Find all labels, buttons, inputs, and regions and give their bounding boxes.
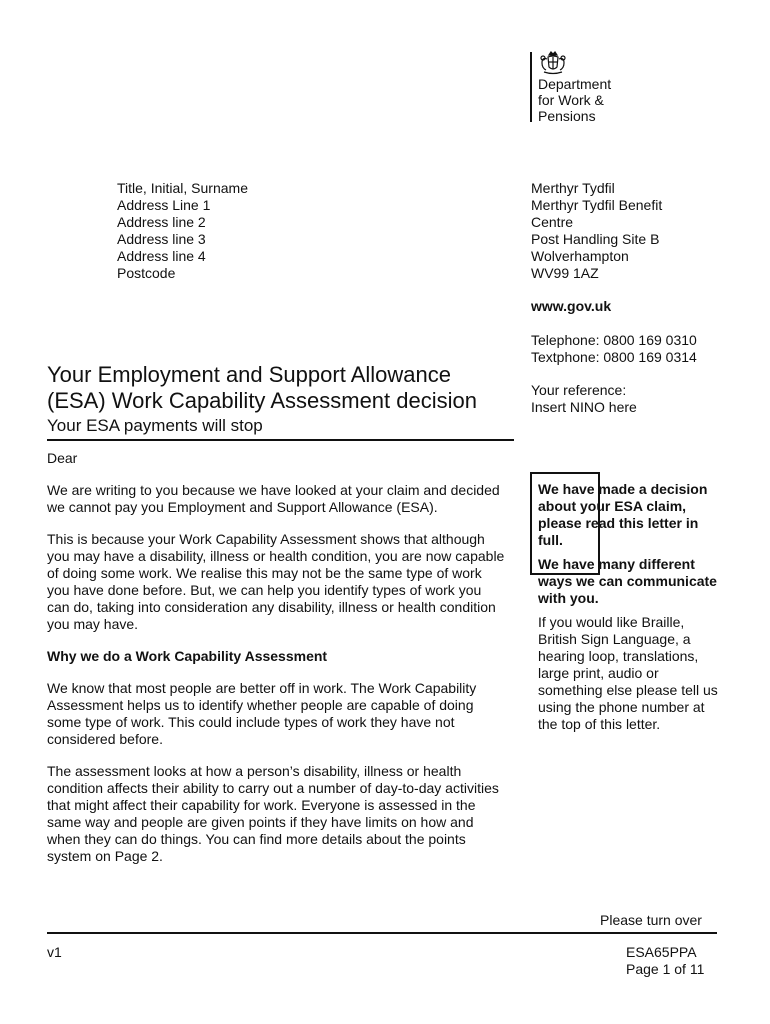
annotation-box bbox=[530, 472, 600, 575]
sender-address-line: Merthyr Tydfil Benefit bbox=[531, 197, 663, 213]
sender-address-line: Merthyr Tydfil bbox=[531, 180, 615, 196]
title-line: Your Employment and Support Allowance bbox=[47, 362, 451, 387]
royal-coat-of-arms-icon bbox=[538, 50, 568, 76]
body-paragraph: This is because your Work Capability Assessment shows that although you may have a disability, illness or health condition, you are now capable of doing some work. We realise this may not be the same type of work you have done before. But, we can help you identify types of work you can do, taking into consideration any disability, illness or health condition you may have. bbox=[47, 531, 505, 632]
sidebar-notice: We have made a decision about your ESA claim, please read this letter in full. bbox=[538, 481, 708, 548]
dwp-logo bbox=[530, 50, 690, 126]
body-paragraph: We are writing to you because we have looked at your claim and decided we cannot pay you Employment and Support Allowance (ESA). bbox=[47, 482, 500, 515]
recipient-address-line: Address line 3 bbox=[117, 231, 206, 247]
section-heading: Why we do a Work Capability Assessment bbox=[47, 648, 328, 664]
letter-heading bbox=[47, 362, 517, 436]
salutation: Dear bbox=[47, 450, 78, 466]
recipient-address-line: Address line 4 bbox=[117, 248, 206, 264]
recipient-address-line: Title, Initial, Surname bbox=[117, 180, 248, 196]
recipient-address bbox=[117, 180, 317, 282]
body-paragraph: We know that most people are better off in work. The Work Capability Assessment helps us to identify whether people are capable of doing some type of work. This could include types of work they have not considered before. bbox=[47, 680, 477, 747]
body-paragraph: The assessment looks at how a person’s disability, illness or health condition affects their ability to carry out a number of day-to-day activities that might affect their capability for work. Everyone is assessed in the same way and people are given points if they have limits on how and when they can do things. You can find more details about the points system on Page 2. bbox=[47, 763, 499, 864]
org-name-line: Department bbox=[538, 76, 612, 92]
reference-value: Insert NINO here bbox=[531, 399, 637, 415]
recipient-address-line: Address line 2 bbox=[117, 214, 206, 230]
sidebar-text: If you would like Braille, British Sign Language, a hearing loop, translations, large print, audio or something else please tell us using the phone number at the top of this letter. bbox=[538, 614, 718, 732]
textphone-number: Textphone: 0800 169 0314 bbox=[531, 349, 697, 365]
sender-address-line: Wolverhampton bbox=[531, 248, 629, 264]
org-name-line: Pensions bbox=[538, 108, 596, 124]
footer-divider bbox=[47, 932, 717, 934]
sidebar-notice: We have many different ways we can communicate with you. bbox=[538, 556, 717, 606]
sender-address-line: Post Handling Site B bbox=[531, 231, 660, 247]
logo-divider bbox=[530, 52, 532, 122]
heading-divider bbox=[47, 439, 514, 441]
org-name-line: for Work & bbox=[538, 92, 604, 108]
contact-numbers bbox=[531, 332, 697, 366]
form-code: ESA65PPA bbox=[626, 944, 697, 960]
reference-label: Your reference: bbox=[531, 382, 627, 398]
title-line: (ESA) Work Capability Assessment decision bbox=[47, 388, 477, 413]
recipient-address-line: Address Line 1 bbox=[117, 197, 211, 213]
letter-body bbox=[47, 450, 507, 880]
sender-address bbox=[531, 180, 751, 282]
your-reference bbox=[531, 382, 637, 416]
page-subtitle: Your ESA payments will stop bbox=[47, 416, 263, 435]
telephone-number: Telephone: 0800 169 0310 bbox=[531, 332, 697, 348]
form-info bbox=[626, 944, 726, 978]
version-label: v1 bbox=[47, 944, 62, 960]
page-title bbox=[47, 362, 517, 414]
page-number: Page 1 of 11 bbox=[626, 961, 705, 977]
recipient-address-line: Postcode bbox=[117, 265, 176, 281]
org-name bbox=[538, 76, 611, 124]
turn-over-note: Please turn over bbox=[600, 912, 702, 928]
sender-address-line: WV99 1AZ bbox=[531, 265, 599, 281]
website-link[interactable]: www.gov.uk bbox=[531, 298, 612, 314]
sender-address-line: Centre bbox=[531, 214, 574, 230]
